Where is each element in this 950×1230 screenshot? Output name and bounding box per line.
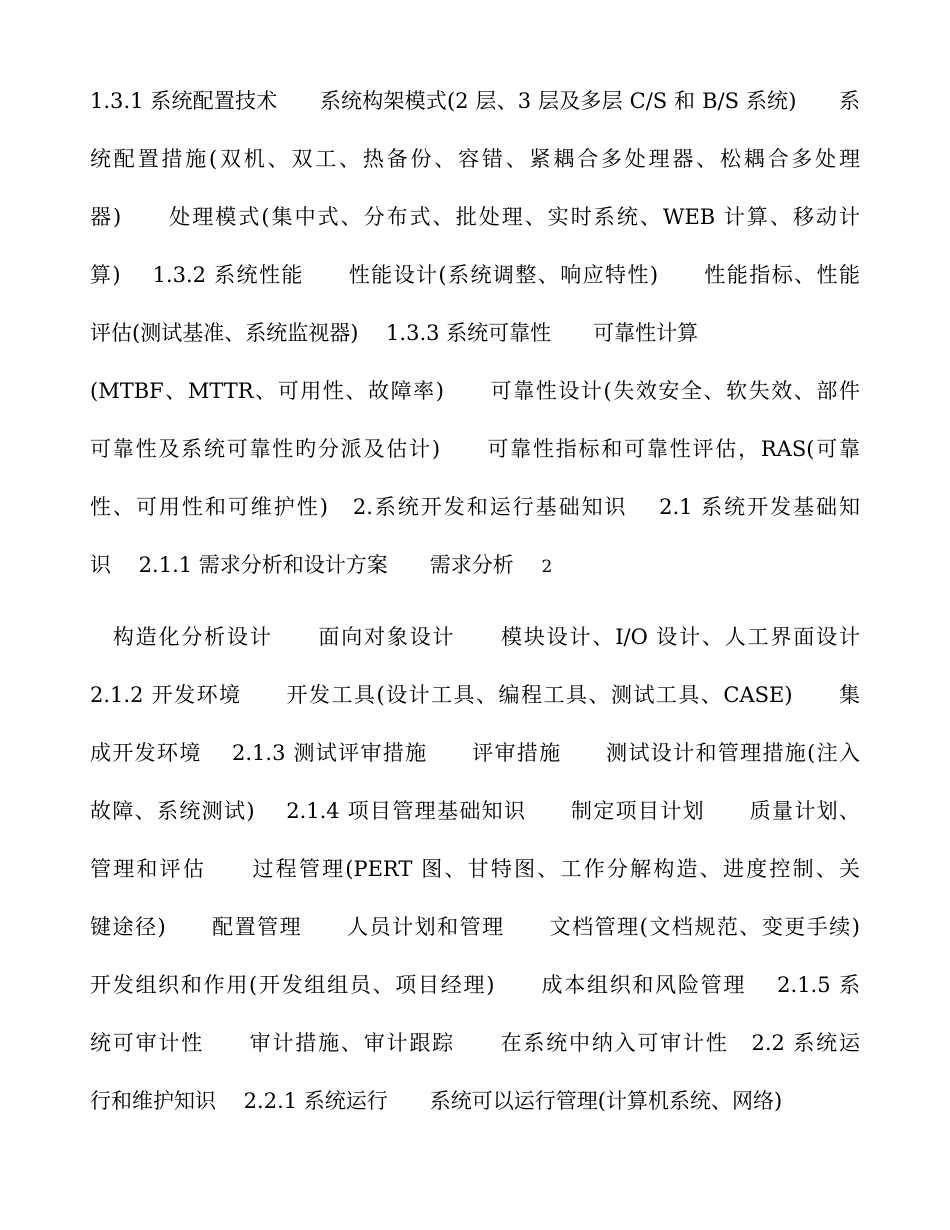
text-line: 评估(测试基准、系统监视器) 1.3.3 系统可靠性 可靠性计算 bbox=[90, 321, 699, 345]
text-line: 键途径) 配置管理 人员计划和管理 文档管理(文档规范、变更手续) bbox=[90, 915, 860, 939]
text-line: 统配置措施(双机、双工、热备份、容错、紧耦合多处理器、松耦合多处理 bbox=[90, 147, 860, 171]
text-line: 行和维护知识 2.2.1 系统运行 系统可以运行管理(计算机系统、网络) bbox=[90, 1089, 783, 1113]
text-line: 可靠性及系统可靠性旳分派及估计) 可靠性指标和可靠性评估，RAS(可靠 bbox=[90, 437, 860, 461]
text-line-content: 识 2.1.1 需求分析和设计方案 需求分析 bbox=[90, 553, 542, 577]
text-line: 算) 1.3.2 系统性能 性能设计(系统调整、响应特性) 性能指标、性能 bbox=[90, 263, 860, 287]
text-line: 故障、系统测试) 2.1.4 项目管理基础知识 制定项目计划 质量计划、 bbox=[90, 799, 860, 823]
text-line: 性、可用性和可维护性) 2.系统开发和运行基础知识 2.1 系统开发基础知 bbox=[90, 495, 860, 519]
text-line: (MTBF、MTTR、可用性、故障率) 可靠性设计(失效安全、软失效、部件 bbox=[90, 379, 860, 403]
text-line: 管理和评估 过程管理(PERT 图、甘特图、工作分解构造、进度控制、关 bbox=[90, 857, 860, 881]
text-line: 构造化分析设计 面向对象设计 模块设计、I/O 设计、人工界面设计 bbox=[90, 625, 860, 649]
text-line: 统可审计性 审计措施、审计跟踪 在系统中纳入可审计性 2.2 系统运 bbox=[90, 1031, 860, 1055]
text-line: 器) 处理模式(集中式、分布式、批处理、实时系统、WEB 计算、移动计 bbox=[90, 205, 860, 229]
text-line: 2.1.2 开发环境 开发工具(设计工具、编程工具、测试工具、CASE) 集 bbox=[90, 683, 860, 707]
text-line: 开发组织和作用(开发组组员、项目经理) 成本组织和风险管理 2.1.5 系 bbox=[90, 973, 860, 997]
page-number: 2 bbox=[541, 557, 553, 577]
text-line: 成开发环境 2.1.3 测试评审措施 评审措施 测试设计和管理措施(注入 bbox=[90, 741, 860, 765]
text-line bbox=[90, 550, 860, 582]
text-line: 1.3.1 系统配置技术 系统构架模式(2 层、3 层及多层 C/S 和 B/S 系统) 系 bbox=[90, 89, 860, 113]
